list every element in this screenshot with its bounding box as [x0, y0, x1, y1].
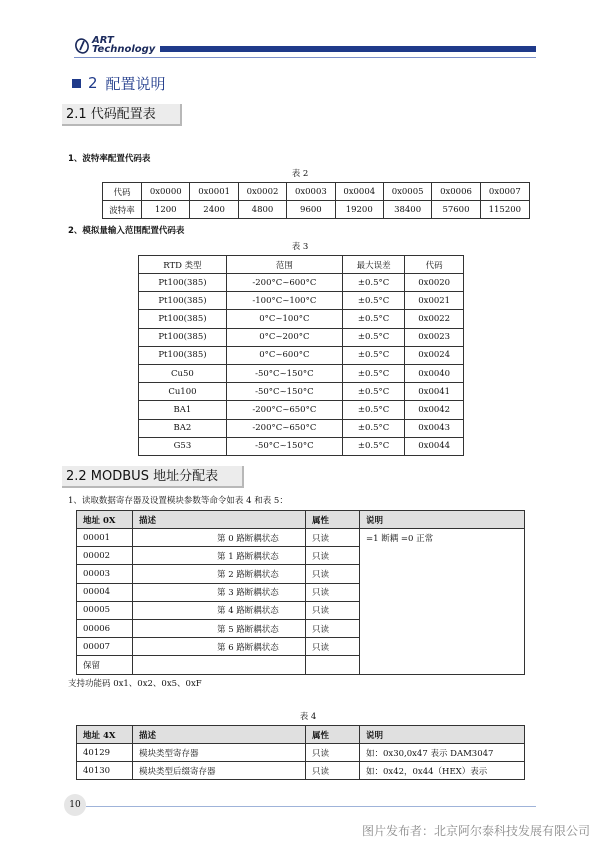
- modbus-attr-cell: [306, 656, 360, 674]
- baud-code-row: [103, 183, 530, 201]
- range-cell: -50°C~150°C: [226, 383, 342, 401]
- range-cell: -50°C~150°C: [226, 364, 342, 382]
- range-cell: ±0.5°C: [342, 419, 405, 437]
- range-cell: 0x0020: [405, 274, 464, 292]
- range-cell: Pt100(385): [139, 328, 227, 346]
- baud-table-caption: 表 2: [291, 169, 309, 179]
- baud-rate-cell: 9600: [287, 201, 335, 219]
- range-cell: 0°C~200°C: [226, 328, 342, 346]
- range-cell: ±0.5°C: [342, 310, 405, 328]
- baud-code-cell: 0x0005: [383, 183, 431, 201]
- table4-caption: 表 4: [299, 712, 317, 722]
- range-header-cell: RTD 类型: [139, 256, 227, 274]
- range-row: [139, 364, 464, 382]
- baud-rate-cell: 2400: [190, 201, 238, 219]
- modbus-table: [76, 510, 525, 675]
- modbus-desc-cell: 第 0 路断耦状态: [133, 529, 306, 547]
- baud-table: [102, 182, 530, 219]
- modbus-address-cell: 00002: [77, 547, 133, 565]
- section-title: [72, 73, 166, 93]
- range-row: [139, 310, 464, 328]
- range-cell: BA1: [139, 401, 227, 419]
- modbus-attr-cell: 只读: [306, 601, 360, 619]
- section-bullet-icon: [72, 79, 81, 88]
- range-cell: 0x0043: [405, 419, 464, 437]
- baud-row-head: 波特率: [103, 201, 142, 219]
- range-cell: 0°C~600°C: [226, 346, 342, 364]
- range-cell: 0x0021: [405, 292, 464, 310]
- register-cell: 如：0x30,0x47 表示 DAM3047: [360, 744, 525, 762]
- range-row: [139, 292, 464, 310]
- range-cell: ±0.5°C: [342, 328, 405, 346]
- range-cell: Pt100(385): [139, 346, 227, 364]
- register-row: [77, 744, 525, 762]
- subsection-2-2-title: 2.2 MODBUS 地址分配表: [62, 466, 244, 488]
- register-cell: 40129: [77, 744, 133, 762]
- register-cell: 模块类型寄存器: [133, 744, 306, 762]
- modbus-note-cell: =1 断耦 =0 正常: [360, 529, 525, 675]
- modbus-attr-cell: 只读: [306, 529, 360, 547]
- range-header-cell: 代码: [405, 256, 464, 274]
- baud-rate-cell: 1200: [142, 201, 190, 219]
- register-cell: 40130: [77, 762, 133, 780]
- section-number: 2: [88, 74, 98, 92]
- header-divider: [74, 57, 536, 58]
- subsection-2-1-title: 2.1 代码配置表: [62, 104, 182, 126]
- section-heading: 配置说明: [105, 74, 166, 93]
- register-cell: 只读: [306, 744, 360, 762]
- range-row: [139, 328, 464, 346]
- header-bar: [160, 46, 536, 52]
- logo-line2: Technology: [92, 44, 156, 55]
- range-header-cell: 范围: [226, 256, 342, 274]
- range-cell: Pt100(385): [139, 310, 227, 328]
- range-cell: Cu50: [139, 364, 227, 382]
- register-header-cell: 属性: [306, 726, 360, 744]
- range-cell: 0x0023: [405, 328, 464, 346]
- range-cell: 0x0024: [405, 346, 464, 364]
- register-header-cell: 描述: [133, 726, 306, 744]
- modbus-address-cell: 00007: [77, 638, 133, 656]
- range-table-label: 2、模拟量输入范围配置代码表: [68, 226, 185, 236]
- range-cell: 0x0042: [405, 401, 464, 419]
- range-cell: BA2: [139, 419, 227, 437]
- range-cell: -200°C~650°C: [226, 401, 342, 419]
- modbus-intro: 1、读取数据寄存器及设置模块参数等命令如表 4 和表 5：: [68, 496, 288, 506]
- register-row: [77, 762, 525, 780]
- baud-code-cell: 0x0000: [142, 183, 190, 201]
- modbus-address-cell: 00003: [77, 565, 133, 583]
- range-cell: ±0.5°C: [342, 364, 405, 382]
- modbus-address-cell: 00006: [77, 619, 133, 637]
- baud-rate-cell: 19200: [335, 201, 383, 219]
- range-cell: ±0.5°C: [342, 437, 405, 455]
- range-table: [138, 255, 464, 456]
- baud-rate-cell: 57600: [432, 201, 480, 219]
- range-row: [139, 274, 464, 292]
- range-cell: Pt100(385): [139, 292, 227, 310]
- baud-code-cell: 0x0003: [287, 183, 335, 201]
- range-cell: ±0.5°C: [342, 401, 405, 419]
- baud-rate-cell: 115200: [480, 201, 529, 219]
- register-cell: 如：0x42，0x44（HEX）表示: [360, 762, 525, 780]
- range-table-caption: 表 3: [291, 242, 309, 252]
- modbus-address-cell: 保留: [77, 656, 133, 674]
- range-row: [139, 346, 464, 364]
- range-header-cell: 最大误差: [342, 256, 405, 274]
- baud-rate-cell: 4800: [238, 201, 286, 219]
- range-cell: 0°C~100°C: [226, 310, 342, 328]
- range-cell: 0x0044: [405, 437, 464, 455]
- range-header-row: [139, 256, 464, 274]
- modbus-header-cell: 地址 0X: [77, 511, 133, 529]
- baud-code-cell: 0x0007: [480, 183, 529, 201]
- range-cell: -200°C~600°C: [226, 274, 342, 292]
- baud-code-cell: 0x0004: [335, 183, 383, 201]
- register-cell: 只读: [306, 762, 360, 780]
- register-table: [76, 725, 525, 780]
- register-header-row: [77, 726, 525, 744]
- range-row: [139, 401, 464, 419]
- range-cell: -50°C~150°C: [226, 437, 342, 455]
- range-cell: ±0.5°C: [342, 383, 405, 401]
- modbus-header-cell: 描述: [133, 511, 306, 529]
- modbus-row: [77, 529, 525, 547]
- register-header-cell: 地址 4X: [77, 726, 133, 744]
- modbus-attr-cell: 只读: [306, 547, 360, 565]
- image-credit: 图片发布者：北京阿尔泰科技发展有限公司: [361, 824, 590, 838]
- footer-divider: [86, 806, 536, 807]
- range-cell: 0x0022: [405, 310, 464, 328]
- range-cell: Pt100(385): [139, 274, 227, 292]
- modbus-address-cell: 00005: [77, 601, 133, 619]
- range-cell: G53: [139, 437, 227, 455]
- register-cell: 模块类型后缀寄存器: [133, 762, 306, 780]
- page-number: 10: [64, 794, 86, 816]
- baud-rate-cell: 38400: [383, 201, 431, 219]
- logo-swoosh-icon: [74, 38, 90, 54]
- modbus-header-cell: 属性: [306, 511, 360, 529]
- modbus-desc-cell: 第 4 路断耦状态: [133, 601, 306, 619]
- range-cell: -100°C~100°C: [226, 292, 342, 310]
- modbus-desc-cell: 第 5 路断耦状态: [133, 619, 306, 637]
- modbus-desc-cell: 第 6 路断耦状态: [133, 638, 306, 656]
- modbus-desc-cell: 第 1 路断耦状态: [133, 547, 306, 565]
- range-cell: ±0.5°C: [342, 274, 405, 292]
- modbus-desc-cell: 第 2 路断耦状态: [133, 565, 306, 583]
- baud-row-head: 代码: [103, 183, 142, 201]
- page-header: [0, 0, 600, 62]
- modbus-address-cell: 00001: [77, 529, 133, 547]
- modbus-header-row: [77, 511, 525, 529]
- range-cell: ±0.5°C: [342, 292, 405, 310]
- function-codes: 支持功能码 0x1、0x2、0x5、0xF: [68, 679, 202, 689]
- modbus-attr-cell: 只读: [306, 565, 360, 583]
- baud-table-label: 1、波特率配置代码表: [68, 154, 151, 164]
- modbus-attr-cell: 只读: [306, 638, 360, 656]
- range-row: [139, 437, 464, 455]
- range-cell: 0x0040: [405, 364, 464, 382]
- range-cell: 0x0041: [405, 383, 464, 401]
- logo-line1: ART: [92, 35, 114, 46]
- baud-rate-row: [103, 201, 530, 219]
- baud-code-cell: 0x0001: [190, 183, 238, 201]
- register-header-cell: 说明: [360, 726, 525, 744]
- modbus-address-cell: 00004: [77, 583, 133, 601]
- modbus-header-cell: 说明: [360, 511, 525, 529]
- range-cell: Cu100: [139, 383, 227, 401]
- baud-code-cell: 0x0006: [432, 183, 480, 201]
- modbus-attr-cell: 只读: [306, 619, 360, 637]
- modbus-desc-cell: 第 3 路断耦状态: [133, 583, 306, 601]
- modbus-desc-cell: [133, 656, 306, 674]
- range-row: [139, 419, 464, 437]
- baud-code-cell: 0x0002: [238, 183, 286, 201]
- range-cell: ±0.5°C: [342, 346, 405, 364]
- modbus-attr-cell: 只读: [306, 583, 360, 601]
- range-row: [139, 383, 464, 401]
- range-cell: -200°C~650°C: [226, 419, 342, 437]
